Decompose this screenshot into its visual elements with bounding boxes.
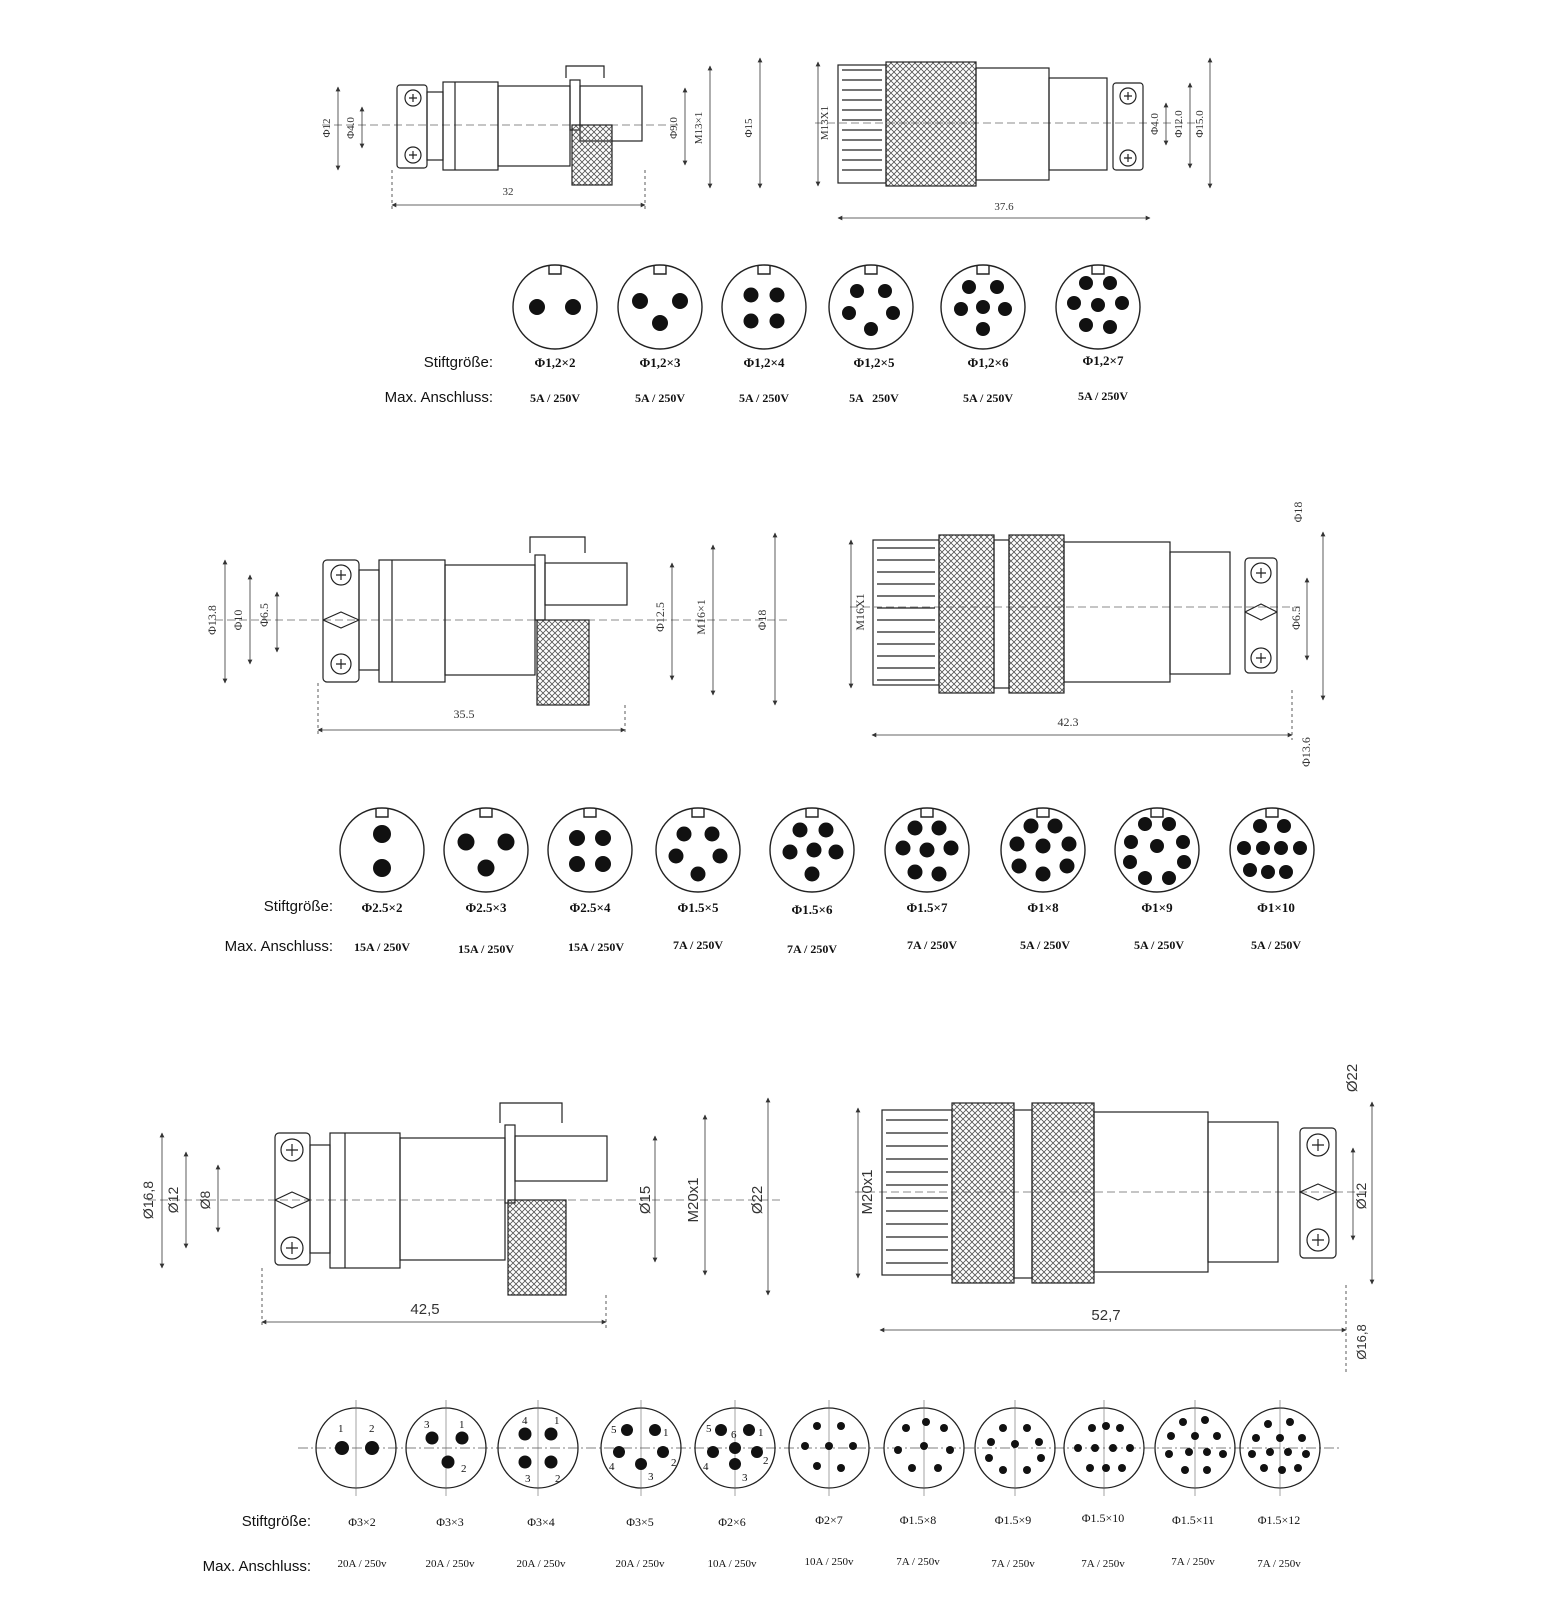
plug-dimensions-m20 xyxy=(162,1098,768,1328)
pin-size-m12-6: Φ1,2×6 xyxy=(967,355,1009,370)
pin-number-p4-1: 1 xyxy=(554,1415,560,1427)
pin-face-m16-5 xyxy=(656,808,740,892)
dim-m16-socket-thread: M16X1 xyxy=(853,593,867,631)
pin-number-p2-2: 2 xyxy=(369,1423,375,1435)
dim-m12-socket-thread: M13X1 xyxy=(819,105,831,141)
rating-m16-8: 5A / 250V xyxy=(1019,938,1071,952)
pin-size-m12-2: Φ1,2×2 xyxy=(534,355,576,370)
dim-m20-socket-d-cable: Ø12 xyxy=(1353,1182,1369,1210)
rating-m16-3: 15A / 250V xyxy=(457,942,515,956)
rating-m20-3: 20A / 250v xyxy=(425,1558,475,1570)
pin-face-m20-10 xyxy=(1064,1400,1144,1496)
rating-m12-6: 5A / 250V xyxy=(962,391,1014,405)
rating-m16-4: 15A / 250V xyxy=(567,940,625,954)
pin-number-p6-5: 5 xyxy=(706,1423,712,1435)
pin-size-m20-4: Φ3×4 xyxy=(527,1515,555,1529)
rating-m12-3: 5A / 250V xyxy=(634,391,686,405)
dim-m12-plug-d-cable: Φ4.0 xyxy=(345,117,357,139)
dim-m16-plug-d-outer: Φ13.8 xyxy=(205,605,219,635)
rating-m20-12: 7A / 250v xyxy=(1257,1558,1301,1570)
dim-m12-plug-thread: M13×1 xyxy=(693,111,705,145)
dim-m16-plug-d-cable: Φ6.5 xyxy=(257,603,271,627)
pin-face-m12-2 xyxy=(513,265,597,349)
pin-size-m20-9: Φ1.5×9 xyxy=(994,1513,1032,1527)
dim-m16-socket-d-bottom: Φ13.6 xyxy=(1299,737,1313,767)
pin-number-p5-5: 5 xyxy=(611,1424,617,1436)
dim-m20-socket-d-top: Ø22 xyxy=(1344,1063,1361,1093)
pin-number-p4-2: 2 xyxy=(555,1473,561,1485)
dim-m20-socket-d-bottom: Ø16,8 xyxy=(1354,1324,1369,1360)
rating-m20-2: 20A / 250v xyxy=(337,1558,387,1570)
pin-size-m16-3: Φ2.5×3 xyxy=(465,900,507,915)
pin-size-m16-6: Φ1.5×6 xyxy=(791,902,833,917)
rating-m12-2: 5A / 250V xyxy=(529,391,581,405)
rating-m16-6: 7A / 250V xyxy=(786,942,838,956)
rating-m16-2: 15A / 250V xyxy=(353,940,411,954)
rating-m20-11: 7A / 250v xyxy=(1171,1556,1215,1568)
pin-number-p6-6: 6 xyxy=(731,1429,737,1441)
pin-size-m16-7: Φ1.5×7 xyxy=(906,900,948,915)
pin-size-m16-10: Φ1×10 xyxy=(1257,900,1295,915)
dim-m16-socket-d-top: Φ18 xyxy=(1291,501,1305,523)
pin-size-m20-5: Φ3×5 xyxy=(626,1515,654,1529)
pin-face-m16-7 xyxy=(885,808,969,892)
socket-drawing-m12 xyxy=(815,62,1200,186)
pin-size-m16-2: Φ2.5×2 xyxy=(361,900,403,915)
pin-number-p6-2: 2 xyxy=(763,1455,769,1467)
pin-number-p5-4: 4 xyxy=(609,1461,615,1473)
dim-m20-socket-thread: M20x1 xyxy=(859,1169,876,1215)
pin-number-p6-3: 3 xyxy=(742,1472,748,1484)
pin-number-p6-4: 4 xyxy=(703,1461,709,1473)
rating-m20-9: 7A / 250v xyxy=(991,1558,1035,1570)
pin-size-m20-11: Φ1.5×11 xyxy=(1171,1513,1215,1527)
rating-m12-5: 5A 250V xyxy=(849,391,899,405)
section-m16 xyxy=(205,502,1323,956)
spec-row-m16 xyxy=(354,900,1301,956)
pin-number-p3-2: 2 xyxy=(461,1463,467,1475)
rating-m20-7: 10A / 250v xyxy=(804,1556,854,1568)
label-max-rating-m20: Max. Anschluss: xyxy=(202,1558,311,1575)
pin-number-p5-1: 1 xyxy=(663,1427,669,1439)
spec-row-m20 xyxy=(338,1511,1302,1570)
rating-m16-9: 5A / 250V xyxy=(1133,938,1185,952)
rating-m20-6: 10A / 250v xyxy=(707,1558,757,1570)
dim-m20-plug-d-outer: Ø16,8 xyxy=(140,1180,156,1220)
pin-size-m12-4: Φ1,2×4 xyxy=(743,355,785,370)
pin-numbers-m20 xyxy=(338,1415,769,1485)
dim-m20-plug-d-cable: Ø8 xyxy=(197,1190,213,1210)
pin-number-p4-4: 4 xyxy=(522,1415,528,1427)
pin-face-m12-7 xyxy=(1056,265,1140,349)
dim-m16-plug-thread: M16×1 xyxy=(694,599,708,635)
pin-number-p5-3: 3 xyxy=(648,1471,654,1483)
dim-m16-socket-length: 42.3 xyxy=(1057,715,1079,729)
socket-dimensions-m16 xyxy=(851,532,1323,740)
dim-m12-socket-length: 37.6 xyxy=(994,201,1014,213)
dim-m16-socket-d-cable: Φ6.5 xyxy=(1289,606,1303,630)
pin-face-m16-3 xyxy=(444,808,528,892)
dim-m12-plug-length: 32 xyxy=(502,186,514,198)
pin-size-m20-7: Φ2×7 xyxy=(815,1513,843,1527)
rating-m20-5: 20A / 250v xyxy=(615,1558,665,1570)
rating-m20-8: 7A / 250v xyxy=(896,1556,940,1568)
spec-row-m12 xyxy=(530,353,1128,405)
label-pin-size-m16: Stiftgröße: xyxy=(263,898,333,915)
rating-m16-5: 7A / 250V xyxy=(672,938,724,952)
section-m12 xyxy=(321,58,1210,406)
pin-size-m16-8: Φ1×8 xyxy=(1027,900,1059,915)
dim-m16-plug-d-max: Φ18 xyxy=(755,609,769,631)
pin-number-p4-3: 3 xyxy=(525,1473,531,1485)
socket-drawing-m16 xyxy=(850,535,1300,693)
pin-size-m20-3: Φ3×3 xyxy=(436,1515,464,1529)
pin-size-m12-3: Φ1,2×3 xyxy=(639,355,681,370)
pin-number-p3-1: 1 xyxy=(459,1419,465,1431)
pin-face-m12-3 xyxy=(618,265,702,349)
label-pin-size-m20: Stiftgröße: xyxy=(241,1513,311,1530)
pin-size-m16-5: Φ1.5×5 xyxy=(677,900,719,915)
pin-face-m16-9 xyxy=(1115,808,1199,892)
pin-face-m20-8 xyxy=(884,1400,964,1496)
rating-m12-7: 5A / 250V xyxy=(1077,389,1129,403)
dim-m12-plug-d-pin: Φ9.0 xyxy=(668,117,680,139)
dim-m12-plug-d-max: Φ15 xyxy=(743,118,755,138)
pin-size-m12-7: Φ1,2×7 xyxy=(1082,353,1124,368)
socket-dimensions-m12 xyxy=(818,58,1210,218)
socket-drawing-m20 xyxy=(855,1103,1370,1283)
dim-m12-socket-d-cable: Φ4.0 xyxy=(1149,113,1161,135)
pin-face-m16-2 xyxy=(340,808,424,892)
pin-face-m16-6 xyxy=(770,808,854,892)
pin-layouts-m16 xyxy=(340,808,1314,892)
label-pin-size-m12: Stiftgröße: xyxy=(423,354,493,371)
pin-number-p2-1: 1 xyxy=(338,1423,344,1435)
rating-m12-4: 5A / 250V xyxy=(738,391,790,405)
dim-m12-socket-d-mid: Φ12.0 xyxy=(1173,110,1185,138)
pin-number-p6-1: 1 xyxy=(758,1427,764,1439)
rating-m16-7: 7A / 250V xyxy=(906,938,958,952)
plug-dimensions-m16 xyxy=(225,533,775,735)
pin-face-m16-10 xyxy=(1230,808,1314,892)
label-max-rating-m12: Max. Anschluss: xyxy=(384,389,493,406)
dim-m20-plug-d-mid: Ø12 xyxy=(165,1186,181,1214)
pin-size-m20-12: Φ1.5×12 xyxy=(1257,1513,1301,1527)
pin-size-m20-8: Φ1.5×8 xyxy=(899,1513,937,1527)
pin-size-m20-10: Φ1.5×10 xyxy=(1081,1511,1125,1525)
pin-size-m16-9: Φ1×9 xyxy=(1141,900,1173,915)
dim-m20-socket-length: 52,7 xyxy=(1091,1307,1121,1324)
rating-m20-4: 20A / 250v xyxy=(516,1558,566,1570)
rating-m20-10: 7A / 250v xyxy=(1081,1558,1125,1570)
pin-face-m16-4 xyxy=(548,808,632,892)
pin-face-m12-6 xyxy=(941,265,1025,349)
plug-drawing-m12 xyxy=(322,66,680,185)
pin-face-m12-5 xyxy=(829,265,913,349)
dim-m12-socket-d-max: Φ15.0 xyxy=(1194,110,1206,138)
pin-face-m16-8 xyxy=(1001,808,1085,892)
dim-m16-plug-length: 35.5 xyxy=(453,707,475,721)
dim-m20-plug-d-pin: Ø15 xyxy=(637,1185,654,1215)
pin-size-m20-6: Φ2×6 xyxy=(718,1515,746,1529)
section-m20 xyxy=(140,1064,1372,1575)
pin-number-p3-3: 3 xyxy=(424,1419,430,1431)
pin-size-m20-2: Φ3×2 xyxy=(348,1515,376,1529)
rating-m16-10: 5A / 250V xyxy=(1250,938,1302,952)
dim-m12-plug-d-outer: Φ12 xyxy=(321,118,333,138)
pin-face-m12-4 xyxy=(722,265,806,349)
pin-number-p5-2: 2 xyxy=(671,1457,677,1469)
dim-m20-plug-d-max: Ø22 xyxy=(749,1185,766,1215)
dim-m20-plug-thread: M20x1 xyxy=(685,1177,702,1223)
label-max-rating-m16: Max. Anschluss: xyxy=(224,938,333,955)
dim-m16-plug-d-pin: Φ12.5 xyxy=(653,602,667,632)
dim-m20-plug-length: 42,5 xyxy=(410,1301,440,1318)
pin-size-m16-4: Φ2.5×4 xyxy=(569,900,611,915)
dim-m16-plug-d-mid: Φ10 xyxy=(231,609,245,631)
pin-size-m12-5: Φ1,2×5 xyxy=(853,355,895,370)
pin-layouts-m12 xyxy=(513,265,1140,349)
